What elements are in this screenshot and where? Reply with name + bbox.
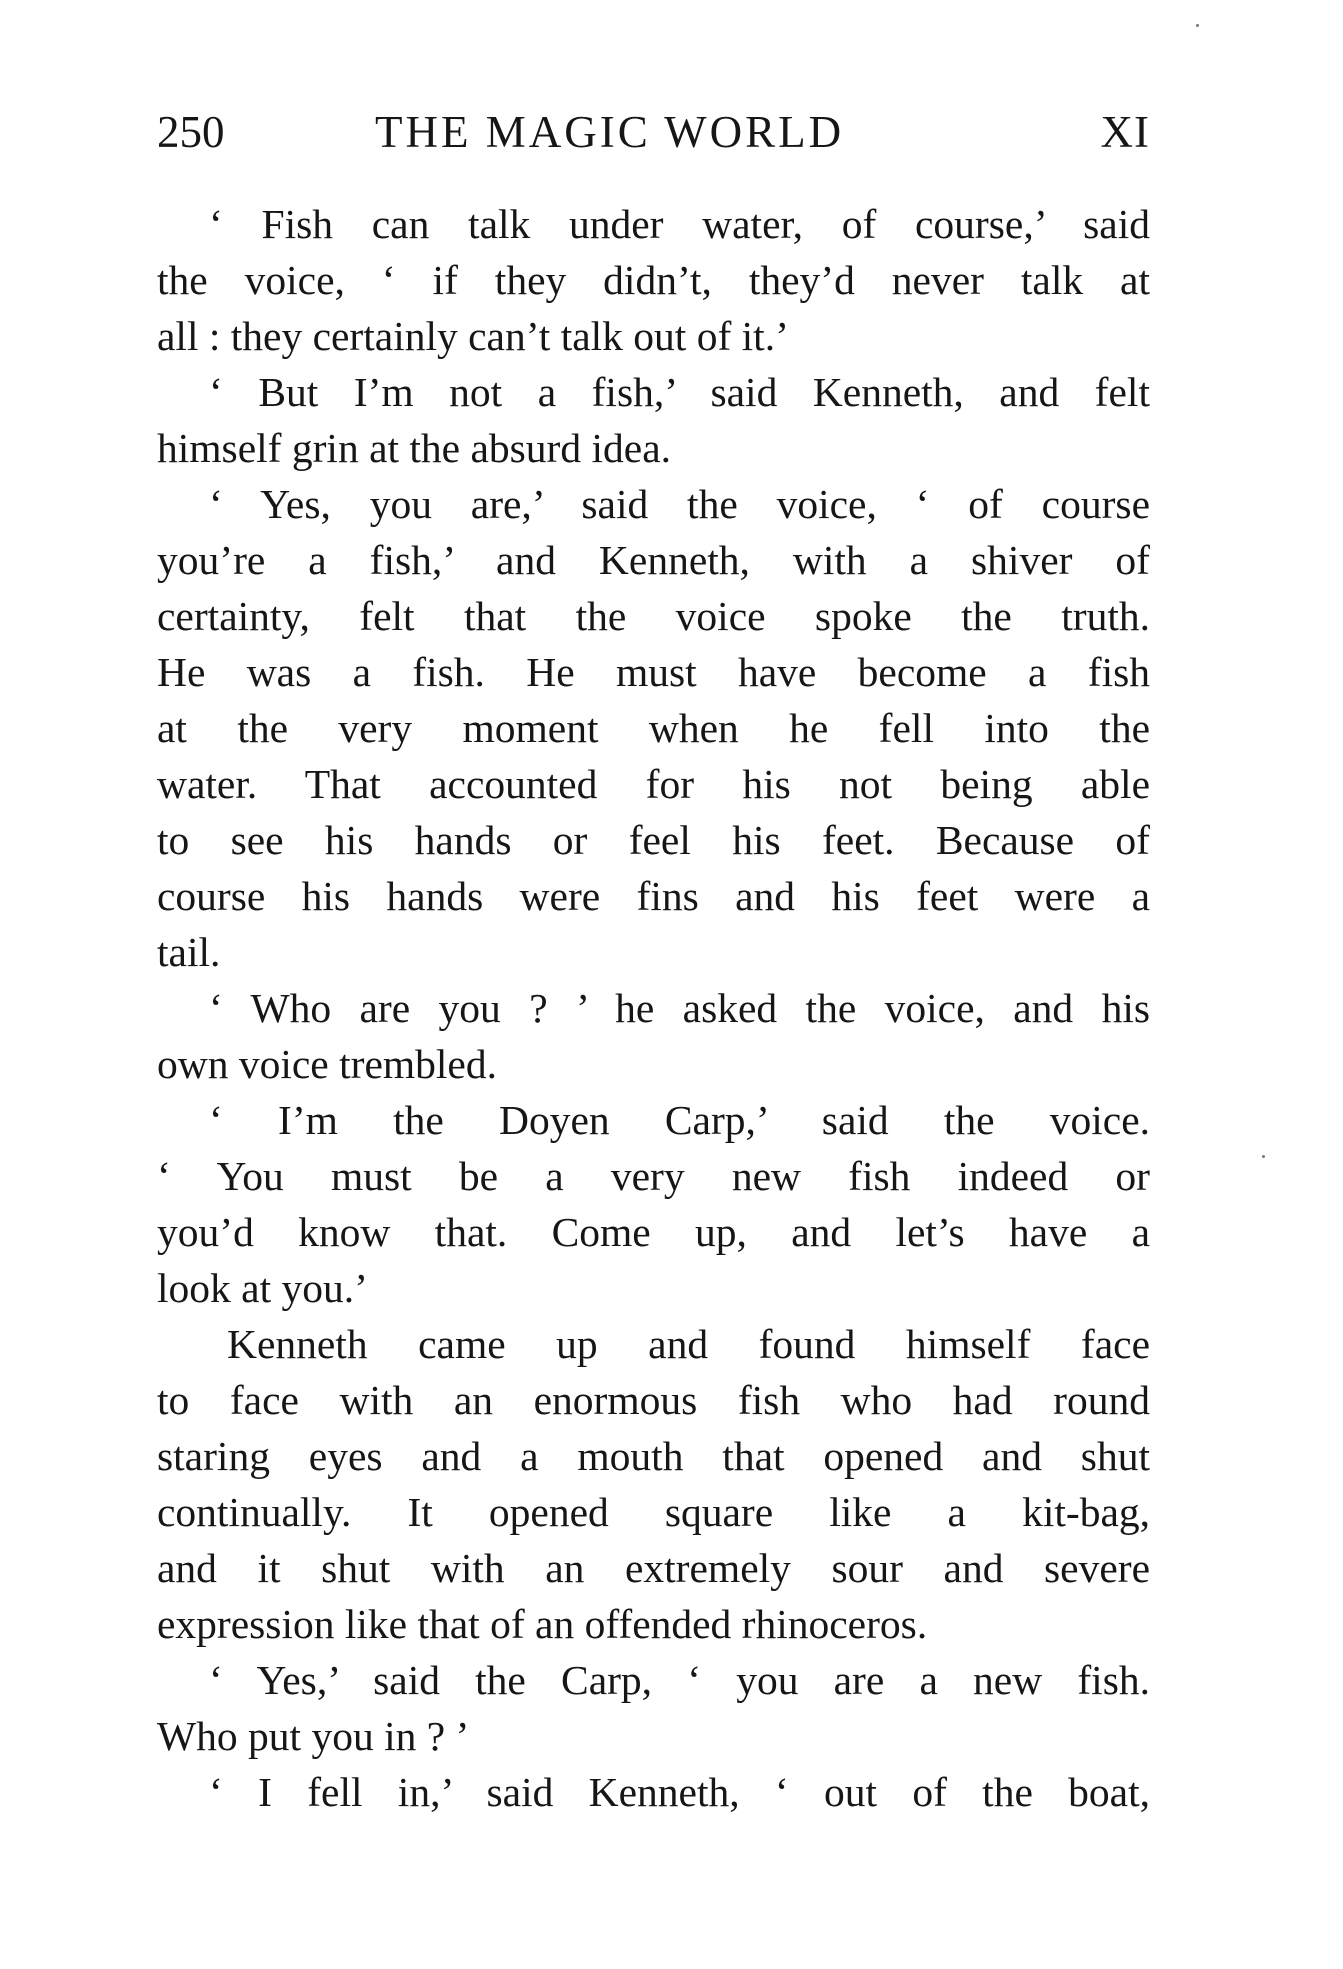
text-line: water. That accounted for his not being able: [157, 761, 1150, 807]
text-line: He was a fish. He must have become a fish: [157, 649, 1150, 695]
text-line: to see his hands or feel his feet. Because of: [157, 817, 1150, 863]
page-number: 250: [157, 107, 225, 157]
text-line: ‘ Who are you ? ’ he asked the voice, and his: [209, 985, 1150, 1031]
scan-speck: [1262, 1155, 1265, 1158]
text-line: himself grin at the absurd idea.: [157, 425, 671, 471]
text-line: ‘ But I’m not a fish,’ said Kenneth, and felt: [209, 369, 1150, 415]
text-line: staring eyes and a mouth that opened and shut: [157, 1433, 1150, 1479]
text-line: all : they certainly can’t talk out of it.’: [157, 313, 789, 359]
scan-speck: [1196, 24, 1199, 27]
text-line: ‘ You must be a very new fish indeed or: [157, 1153, 1150, 1199]
text-line: at the very moment when he fell into the: [157, 705, 1150, 751]
text-line: ‘ Yes, you are,’ said the voice, ‘ of course: [209, 481, 1150, 527]
text-line: Kenneth came up and found himself face: [227, 1321, 1150, 1367]
text-line: tail.: [157, 929, 221, 975]
text-line: ‘ Fish can talk under water, of course,’ said: [209, 201, 1150, 247]
body-text: [157, 196, 1150, 1820]
text-line: ‘ I’m the Doyen Carp,’ said the voice.: [209, 1097, 1150, 1143]
text-line: to face with an enormous fish who had round: [157, 1377, 1150, 1423]
text-line: certainty, felt that the voice spoke the truth.: [157, 593, 1150, 639]
running-title: THE MAGIC WORLD: [375, 107, 845, 157]
text-line: the voice, ‘ if they didn’t, they’d never talk at: [157, 257, 1150, 303]
text-line: Who put you in ? ’: [157, 1713, 470, 1759]
text-line: you’re a fish,’ and Kenneth, with a shiver of: [157, 537, 1150, 583]
text-line: course his hands were fins and his feet were a: [157, 873, 1150, 919]
text-line: ‘ I fell in,’ said Kenneth, ‘ out of the boat,: [209, 1769, 1150, 1815]
running-header: [157, 102, 1150, 162]
text-line: you’d know that. Come up, and let’s have a: [157, 1209, 1150, 1255]
text-line: own voice trembled.: [157, 1041, 497, 1087]
text-line: expression like that of an offended rhinoceros.: [157, 1601, 928, 1647]
text-line: and it shut with an extremely sour and severe: [157, 1545, 1150, 1591]
text-line: look at you.’: [157, 1265, 368, 1311]
text-line: continually. It opened square like a kit-bag,: [157, 1489, 1150, 1535]
chapter-number: XI: [1100, 107, 1150, 157]
text-line: ‘ Yes,’ said the Carp, ‘ you are a new fish.: [209, 1657, 1150, 1703]
